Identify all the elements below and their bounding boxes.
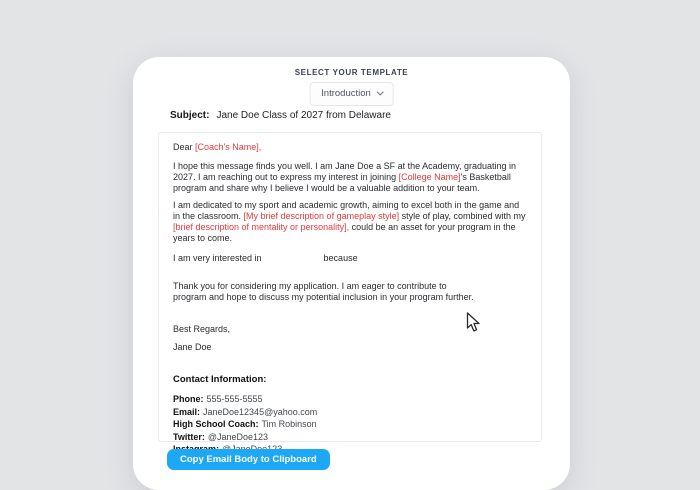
gameplay-style-placeholder: [My brief description of gameplay style] xyxy=(243,211,400,221)
copy-email-button[interactable]: Copy Email Body to Clipboard xyxy=(167,449,330,470)
email-body-preview xyxy=(158,132,542,442)
interested-line: I am very interested in because xyxy=(173,253,358,263)
signature-line: Jane Doe xyxy=(173,342,212,352)
subject-label: Subject: xyxy=(170,110,210,121)
thanks-line-1: Thank you for considering my application. I am eager to contribute to xyxy=(173,281,447,291)
email-template-card xyxy=(133,57,570,490)
greeting-line: Dear [Coach's Name], xyxy=(173,142,262,152)
template-select[interactable] xyxy=(309,82,394,106)
mentality-placeholder: [brief description of mentality or personality], xyxy=(173,222,350,232)
contact-row-phone: Phone: 555-555-5555 xyxy=(173,394,263,404)
dedication-paragraph: I am dedicated to my sport and academic growth, aiming to excel both in the game and in the classroom. [My brief description of gameplay style] style of play, combined with my [brief description of mentality or personality], could be an asset for your program in the years to come. xyxy=(173,200,526,243)
coach-name-placeholder: [Coach's Name], xyxy=(195,142,262,152)
regards-line: Best Regards, xyxy=(173,324,231,334)
contact-row-email: Email: JaneDoe12345@yahoo.com xyxy=(173,406,318,417)
thanks-paragraph xyxy=(173,281,527,303)
subject-line xyxy=(170,110,391,121)
contact-row-coach: High School Coach: Tim Robinson xyxy=(173,419,317,429)
template-select-value: Introduction xyxy=(321,88,371,99)
thanks-line-2: program and hope to discuss my potential inclusion in your program further. xyxy=(173,292,474,302)
contact-row-twitter: Twitter: @JaneDoe123 xyxy=(173,431,269,442)
intro-paragraph: I hope this message finds you well. I am Jane Doe a SF at the Academy, graduating in 2027. I am reaching out to express my interest in joining [College Name]'s Basketball program and share why I believe I would be a valuable addition to your team. xyxy=(173,161,517,193)
subject-value: Jane Doe Class of 2027 from Delaware xyxy=(216,110,391,121)
chevron-down-icon xyxy=(377,89,384,96)
college-name-placeholder: [College Name] xyxy=(398,172,461,182)
template-select-label: SELECT YOUR TEMPLATE xyxy=(294,68,409,77)
contact-info-header: Contact Information: xyxy=(173,374,267,385)
